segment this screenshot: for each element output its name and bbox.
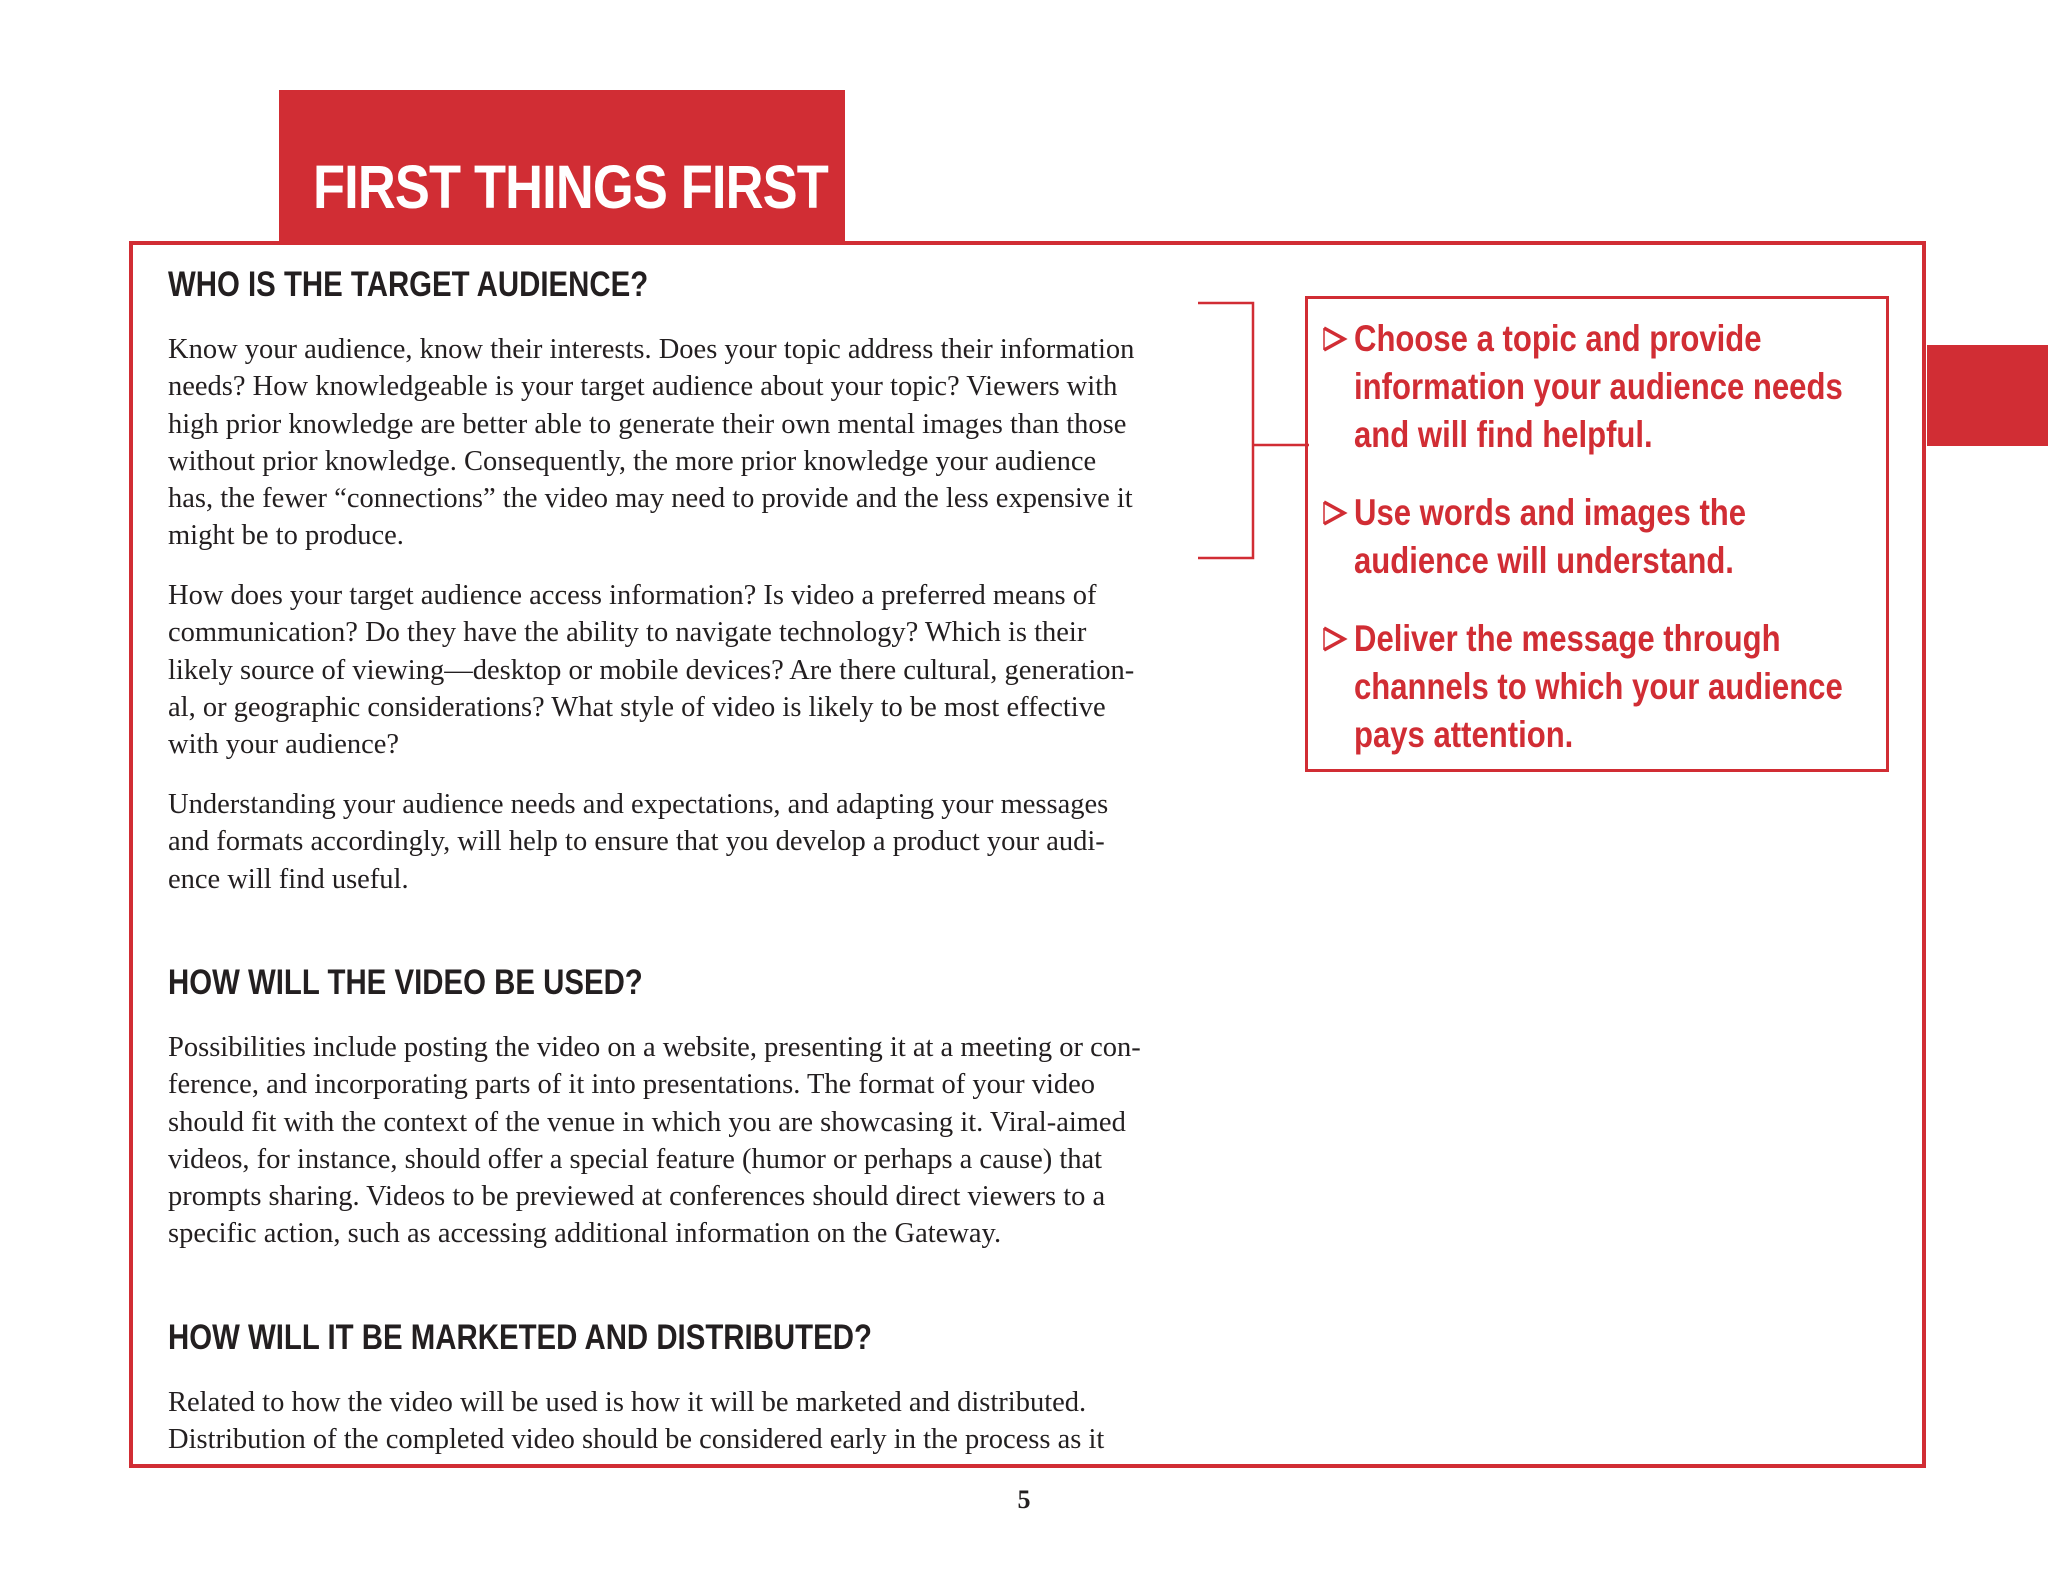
text-line: with your audience?: [168, 729, 400, 761]
text-line: should fit with the context of the venue in which you are showcasing it. Viral-aimed: [168, 1106, 1126, 1138]
callout-item: [1320, 489, 1821, 585]
text-line: and formats accordingly, will help to ensure that you develop a product your audi-: [168, 826, 1105, 858]
text-line: Understanding your audience needs and expectations, and adapting your messages: [168, 789, 1109, 820]
text-line: Possibilities include posting the video on a website, presenting it at a meeting or con-: [168, 1032, 1141, 1063]
callout-text-line: and will find helpful.: [1354, 414, 1653, 455]
callout-item: [1320, 315, 1936, 459]
callout-text-line: channels to which your audience: [1354, 666, 1843, 707]
text-line: Related to how the video will be used is how it will be marketed and distributed.: [168, 1387, 1087, 1418]
text-line: needs? How knowledgeable is your target audience about your topic? Viewers with: [168, 371, 1118, 403]
page-title: FIRST THINGS FIRST: [313, 153, 828, 221]
callout-text-line: Use words and images the: [1354, 492, 1747, 533]
text-line: might be to produce.: [168, 520, 404, 552]
paragraph-marketing-distribution: [168, 1384, 1230, 1459]
callout-text-line: audience will understand.: [1354, 540, 1734, 581]
title-banner: [279, 90, 845, 242]
text-line: specific action, such as accessing additional information on the Gateway.: [168, 1218, 1002, 1250]
paragraph-audience-needs: [168, 786, 1230, 898]
text-line: without prior knowledge. Consequently, the more prior knowledge your audience: [168, 445, 1097, 477]
page-number: 5: [1017, 1485, 1031, 1514]
text-line: has, the fewer “connections” the video may need to provide and the less expensive it: [168, 483, 1133, 515]
bracket-connector: [1198, 301, 1309, 561]
text-line: videos, for instance, should offer a special feature (humor or perhaps a cause) that: [168, 1143, 1103, 1175]
text-line: How does your target audience access information? Is video a preferred means of: [168, 580, 1097, 611]
callout-text-line: Choose a topic and provide: [1354, 318, 1762, 359]
callout-text-line: information your audience needs: [1354, 366, 1843, 407]
section-heading-marketing-distribution: HOW WILL IT BE MARKETED AND DISTRIBUTED?: [168, 1318, 872, 1357]
arrowhead-bullet-icon: [1320, 315, 1350, 363]
text-line: likely source of viewing—desktop or mobile devices? Are there cultural, generation-: [168, 654, 1135, 686]
side-tab-marker: [1927, 345, 2048, 446]
text-line: high prior knowledge are better able to generate their own mental images than those: [168, 408, 1127, 440]
paragraph-video-use: [168, 1029, 1230, 1253]
callout-text-line: pays attention.: [1354, 714, 1574, 755]
paragraph-audience-access: [168, 577, 1230, 763]
text-line: prompts sharing. Videos to be previewed at conferences should direct viewers to a: [168, 1181, 1106, 1213]
callout-item: [1320, 615, 1936, 759]
callout-box: [1305, 296, 1889, 772]
paragraph-audience-knowledge: [168, 331, 1230, 555]
arrowhead-bullet-icon: [1320, 489, 1350, 537]
arrowhead-bullet-icon: [1320, 615, 1350, 663]
text-line: al, or geographic considerations? What style of video is likely to be most effective: [168, 691, 1106, 723]
callout-text-line: Deliver the message through: [1354, 618, 1781, 659]
text-line: communication? Do they have the ability to navigate technology? Which is their: [168, 617, 1087, 649]
text-line: Know your audience, know their interests. Does your topic address their information: [168, 334, 1135, 365]
text-line: ference, and incorporating parts of it into presentations. The format of your video: [168, 1069, 1096, 1101]
section-heading-video-use: HOW WILL THE VIDEO BE USED?: [168, 963, 643, 1002]
text-line: ence will find useful.: [168, 863, 409, 895]
text-line: Distribution of the completed video should be considered early in the process as it: [168, 1424, 1105, 1456]
section-heading-target-audience: WHO IS THE TARGET AUDIENCE?: [168, 265, 649, 304]
